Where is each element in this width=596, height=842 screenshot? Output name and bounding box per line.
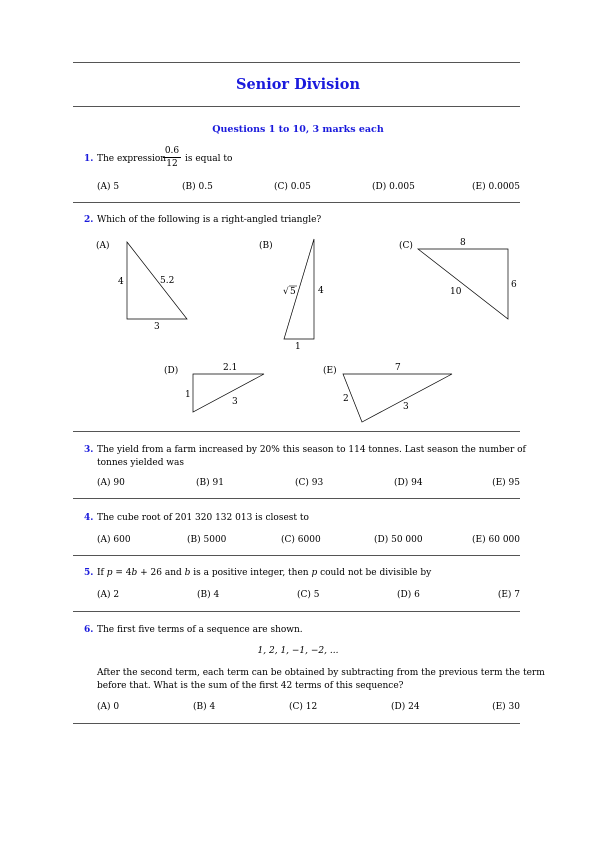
option-d[interactable]: (D) 0.005 (372, 182, 415, 192)
side-label: 4 (318, 286, 324, 296)
side-label: 10 (450, 287, 462, 297)
option-c[interactable]: (C) 0.05 (274, 182, 311, 192)
triangle-b-label: (B) (259, 241, 273, 251)
side-label: 6 (511, 280, 517, 290)
triangle-a (127, 242, 187, 319)
question-text: Which of the following is a right-angled triangle? (97, 215, 322, 225)
question-number: 5. (84, 568, 94, 578)
option-a[interactable]: (A) 2 (97, 590, 120, 600)
side-label: 3 (232, 397, 238, 407)
option-c[interactable]: (C) 12 (289, 702, 318, 712)
question-number: 1. (84, 154, 94, 164)
fraction-denominator: 12 (166, 159, 178, 169)
triangle-c-label: (C) (399, 241, 413, 251)
variable-p: p (311, 568, 318, 578)
section-subtitle: Questions 1 to 10, 3 marks each (212, 124, 384, 135)
triangle-e (343, 374, 452, 422)
divider (73, 431, 520, 432)
option-b[interactable]: (B) 91 (196, 478, 224, 488)
option-e[interactable]: (E) 7 (497, 590, 520, 600)
option-e[interactable]: (E) 0.0005 (472, 182, 520, 192)
question-number: 6. (84, 625, 94, 635)
side-label: 7 (395, 363, 401, 373)
variable-b: b (184, 568, 191, 578)
option-b[interactable]: (B) 0.5 (182, 182, 213, 192)
option-d[interactable]: (D) 94 (394, 478, 423, 488)
divider (73, 555, 520, 556)
question-text-part: = 4 (112, 568, 132, 578)
triangle-a-label: (A) (96, 241, 110, 251)
option-a[interactable]: (A) 600 (97, 535, 131, 545)
side-label: 2.1 (223, 363, 238, 373)
option-b[interactable]: (B) 4 (193, 702, 216, 712)
triangle-c (418, 249, 508, 319)
side-label: 5 (290, 287, 296, 297)
question-text: The first five terms of a sequence are shown. (97, 625, 303, 635)
option-e[interactable]: (E) 95 (492, 478, 520, 488)
variable-p: p (106, 568, 113, 578)
option-d[interactable]: (D) 24 (391, 702, 420, 712)
question-text: tonnes yielded was (97, 458, 184, 468)
question-text: After the second term, each term can be obtained by subtracting from the previous term the term (97, 668, 545, 678)
question-text-part: If (97, 568, 107, 578)
option-d[interactable]: (D) 6 (397, 590, 420, 600)
side-label: 5.2 (160, 276, 175, 286)
fraction-numerator: 0.6 (164, 146, 180, 156)
option-b[interactable]: (B) 4 (197, 590, 220, 600)
question-text: The expression (97, 154, 167, 164)
option-c[interactable]: (C) 93 (295, 478, 324, 488)
option-a[interactable]: (A) 5 (97, 182, 120, 192)
question-number: 3. (84, 445, 94, 455)
divider (73, 723, 520, 724)
side-label: 3 (403, 402, 409, 412)
option-b[interactable]: (B) 5000 (187, 535, 227, 545)
question-text: The yield from a farm increased by 20% this season to 114 tonnes. Last season the number of (97, 445, 526, 455)
question-text: before that. What is the sum of the first 42 terms of this sequence? (97, 681, 404, 691)
option-a[interactable]: (A) 90 (97, 478, 125, 488)
side-label: 3 (154, 322, 160, 332)
side-label: 8 (460, 238, 466, 248)
sequence: 1, 2, 1, −1, −2, ... (257, 646, 339, 656)
question-text: is equal to (185, 154, 233, 164)
question-text-part: + 26 and (137, 568, 185, 578)
question-text-part: is a positive integer, then (190, 568, 312, 578)
option-a[interactable]: (A) 0 (97, 702, 120, 712)
option-c[interactable]: (C) 5 (297, 590, 320, 600)
side-label: 4 (118, 277, 124, 287)
question-text: The cube root of 201 320 132 013 is closest to (97, 513, 309, 523)
question-text (97, 568, 431, 578)
triangle-d (193, 374, 264, 412)
side-label: 1 (185, 390, 191, 400)
question-number: 4. (84, 513, 94, 523)
triangle-e-label: (E) (323, 366, 337, 376)
sqrt-symbol: √ (283, 287, 289, 297)
option-c[interactable]: (C) 6000 (281, 535, 321, 545)
side-label: 1 (295, 342, 301, 352)
option-e[interactable]: (E) 30 (492, 702, 520, 712)
side-label: 2 (343, 394, 349, 404)
variable-b: b (131, 568, 138, 578)
question-text-part: could not be divisible by (317, 568, 432, 578)
triangle-d-label: (D) (164, 366, 179, 376)
divider (73, 498, 520, 499)
divider (73, 611, 520, 612)
question-number: 2. (84, 215, 94, 225)
option-e[interactable]: (E) 60 000 (472, 535, 520, 545)
option-d[interactable]: (D) 50 000 (374, 535, 423, 545)
page-title: Senior Division (235, 76, 360, 93)
